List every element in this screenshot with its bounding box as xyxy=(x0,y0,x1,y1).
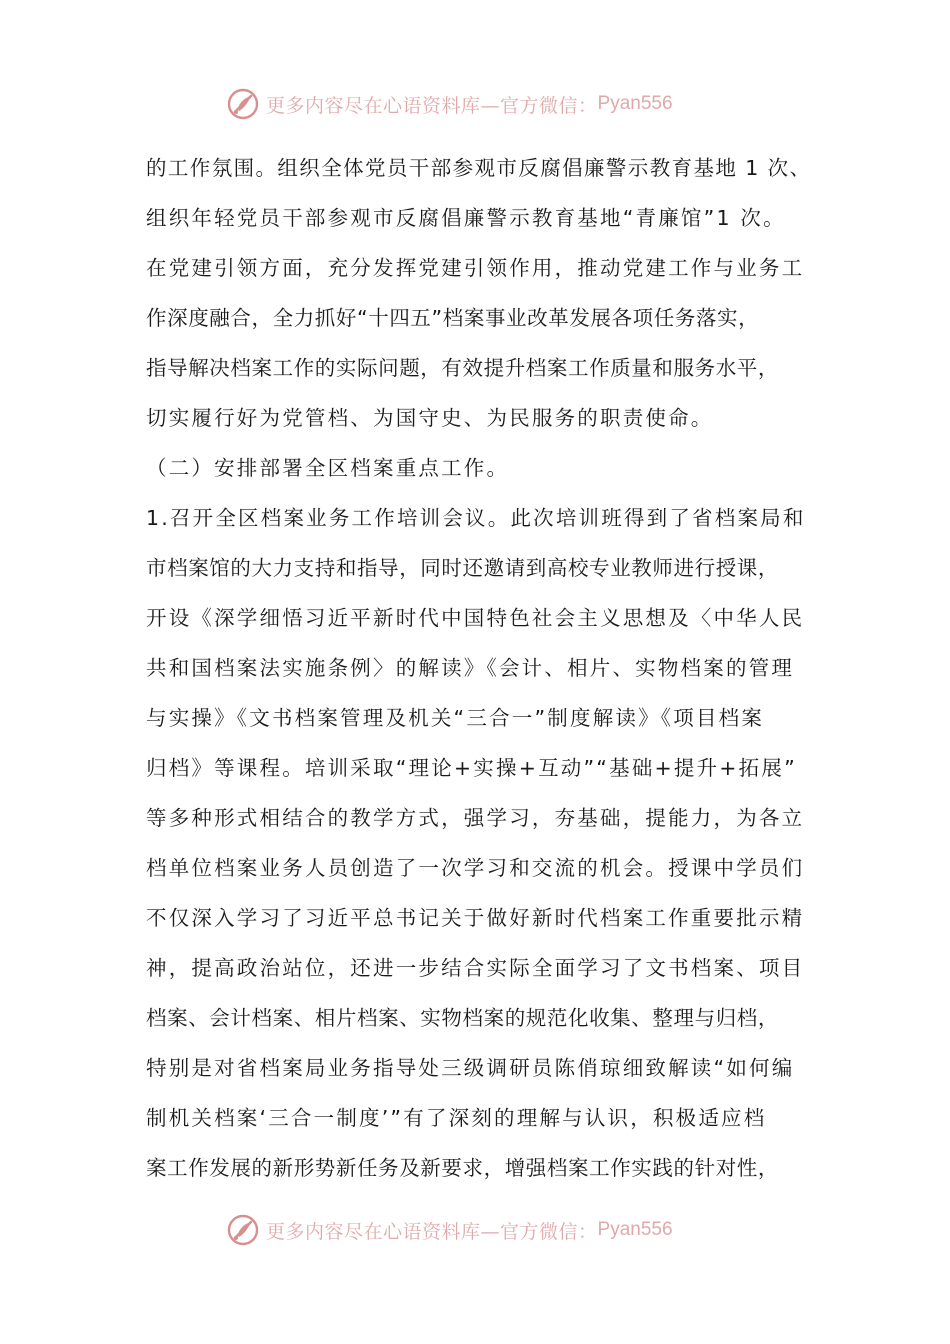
text-line: 的工作氛围。组织全体党员干部参观市反腐倡廉警示教育基地 1 次、 xyxy=(146,156,812,180)
text-line: 神，提高政治站位，还进一步结合实际全面学习了文书档案、项目 xyxy=(146,956,805,980)
text-line: 在党建引领方面，充分发挥党建引领作用，推动党建工作与业务工 xyxy=(146,256,805,280)
text-line: 组织年轻党员干部参观市反腐倡廉警示教育基地“青廉馆”1 次。 xyxy=(146,206,786,230)
text-line: 不仅深入学习了习近平总书记关于做好新时代档案工作重要批示精 xyxy=(146,906,805,930)
document-body xyxy=(146,146,811,1196)
watermark-header xyxy=(226,86,746,122)
watermark-text: 更多内容尽在心语资料库—官方微信： xyxy=(266,94,598,117)
section-heading: （二）安排部署全区档案重点工作。 xyxy=(146,456,510,480)
watermark-text: 更多内容尽在心语资料库—官方微信： xyxy=(266,1220,598,1243)
text-line: 制机关档案‘三合一制度’”有了深刻的理解与认识，积极适应档 xyxy=(146,1106,767,1130)
text-line: 案工作发展的新形势新任务及新要求，增强档案工作实践的针对性， xyxy=(146,1156,779,1180)
text-line: 特别是对省档案局业务指导处三级调研员陈俏琼细致解读“如何编 xyxy=(146,1056,795,1080)
text-line: 开设《深学细悟习近平新时代中国特色社会主义思想及〈中华人民 xyxy=(146,606,805,630)
quill-seal-icon xyxy=(226,87,260,121)
quill-seal-icon xyxy=(226,1213,260,1247)
text-line: 切实履行好为党管档、为国守史、为民服务的职责使命。 xyxy=(146,406,714,430)
watermark-id: Pyan556 xyxy=(597,93,673,114)
text-line: 1.召开全区档案业务工作培训会议。此次培训班得到了省档案局和 xyxy=(146,506,806,530)
text-line: 档案、会计档案、相片档案、实物档案的规范化收集、整理与归档， xyxy=(146,1006,779,1030)
watermark-id: Pyan556 xyxy=(597,1219,673,1240)
text-line: 共和国档案法实施条例〉的解读》《会计、相片、实物档案的管理 xyxy=(146,656,795,680)
text-line: 等多种形式相结合的教学方式，强学习，夯基础，提能力，为各立 xyxy=(146,806,805,830)
watermark-footer xyxy=(226,1212,746,1248)
text-line: 指导解决档案工作的实际问题，有效提升档案工作质量和服务水平， xyxy=(146,356,779,380)
text-line: 归档》等课程。培训采取“理论+实操+互动”“基础+提升+拓展” xyxy=(146,756,797,780)
text-line: 作深度融合，全力抓好“十四五”档案事业改革发展各项任务落实， xyxy=(146,306,760,330)
text-line: 档单位档案业务人员创造了一次学习和交流的机会。授课中学员们 xyxy=(146,856,805,880)
text-line: 与实操》《文书档案管理及机关“三合一”制度解读》《项目档案 xyxy=(146,706,765,730)
text-line: 市档案馆的大力支持和指导，同时还邀请到高校专业教师进行授课， xyxy=(146,556,779,580)
